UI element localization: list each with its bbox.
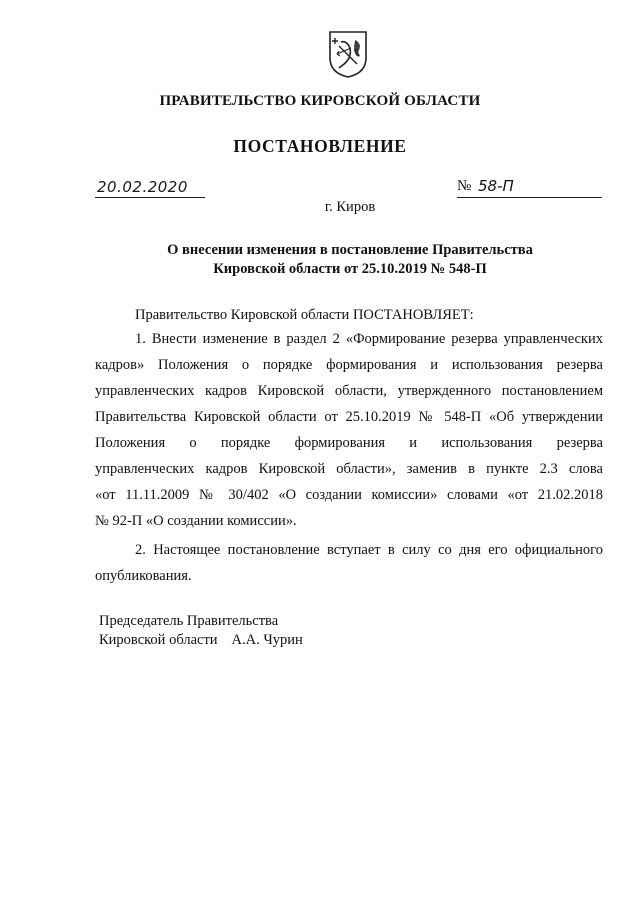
signatory-position: Председатель Правительства [99, 613, 279, 629]
intro-paragraph: Правительство Кировской области ПОСТАНОВЛЯЕТ: [135, 307, 474, 323]
paragraph-line: 2. Настоящее постановление вступает в силу со дня его официального [135, 542, 603, 558]
number-sign: № [457, 178, 472, 194]
document-number-field [457, 176, 602, 198]
paragraph-line: управленческих кадров Кировской области», заменив в пункте 2.3 слова [95, 461, 603, 477]
signatory-line [99, 631, 303, 650]
signatory-name: А.А. Чурин [231, 632, 303, 648]
paragraph-line: кадров» Положения о порядке формирования и использования резерва [95, 357, 603, 373]
paragraph-line: «от 11.11.2009 № 30/402 «О создании комиссии» словами «от 21.02.2018 [95, 487, 603, 503]
paragraph-1 [95, 326, 603, 534]
government-title: ПРАВИТЕЛЬСТВО КИРОВСКОЙ ОБЛАСТИ [159, 93, 481, 109]
document-date: 20.02.2020 [95, 178, 205, 198]
document-type-title: ПОСТАНОВЛЕНИЕ [233, 136, 407, 156]
paragraph-line: № 92-П «О создании комиссии». [95, 513, 297, 529]
coat-of-arms-icon [327, 30, 369, 78]
document-subject [0, 241, 640, 279]
document-number: 58-П [478, 177, 514, 195]
city-label: г. Киров [324, 199, 376, 215]
paragraph-line: Правительства Кировской области от 25.10.2019 № 548-П «Об утверждении [95, 409, 603, 425]
signature-block [99, 612, 303, 650]
paragraph-line: Положения о порядке формирования и использования резерва [95, 435, 603, 451]
signatory-position: Кировской области [99, 632, 218, 648]
paragraph-line: 1. Внести изменение в раздел 2 «Формирование резерва управленческих [135, 331, 603, 347]
paragraph-2 [95, 537, 603, 589]
paragraph-line: опубликования. [95, 568, 192, 584]
subject-line: Кировской области от 25.10.2019 № 548-П [213, 261, 487, 277]
paragraph-line: управленческих кадров Кировской области, утвержденного постановлением [95, 383, 603, 399]
subject-line: О внесении изменения в постановление Правительства [167, 242, 533, 258]
